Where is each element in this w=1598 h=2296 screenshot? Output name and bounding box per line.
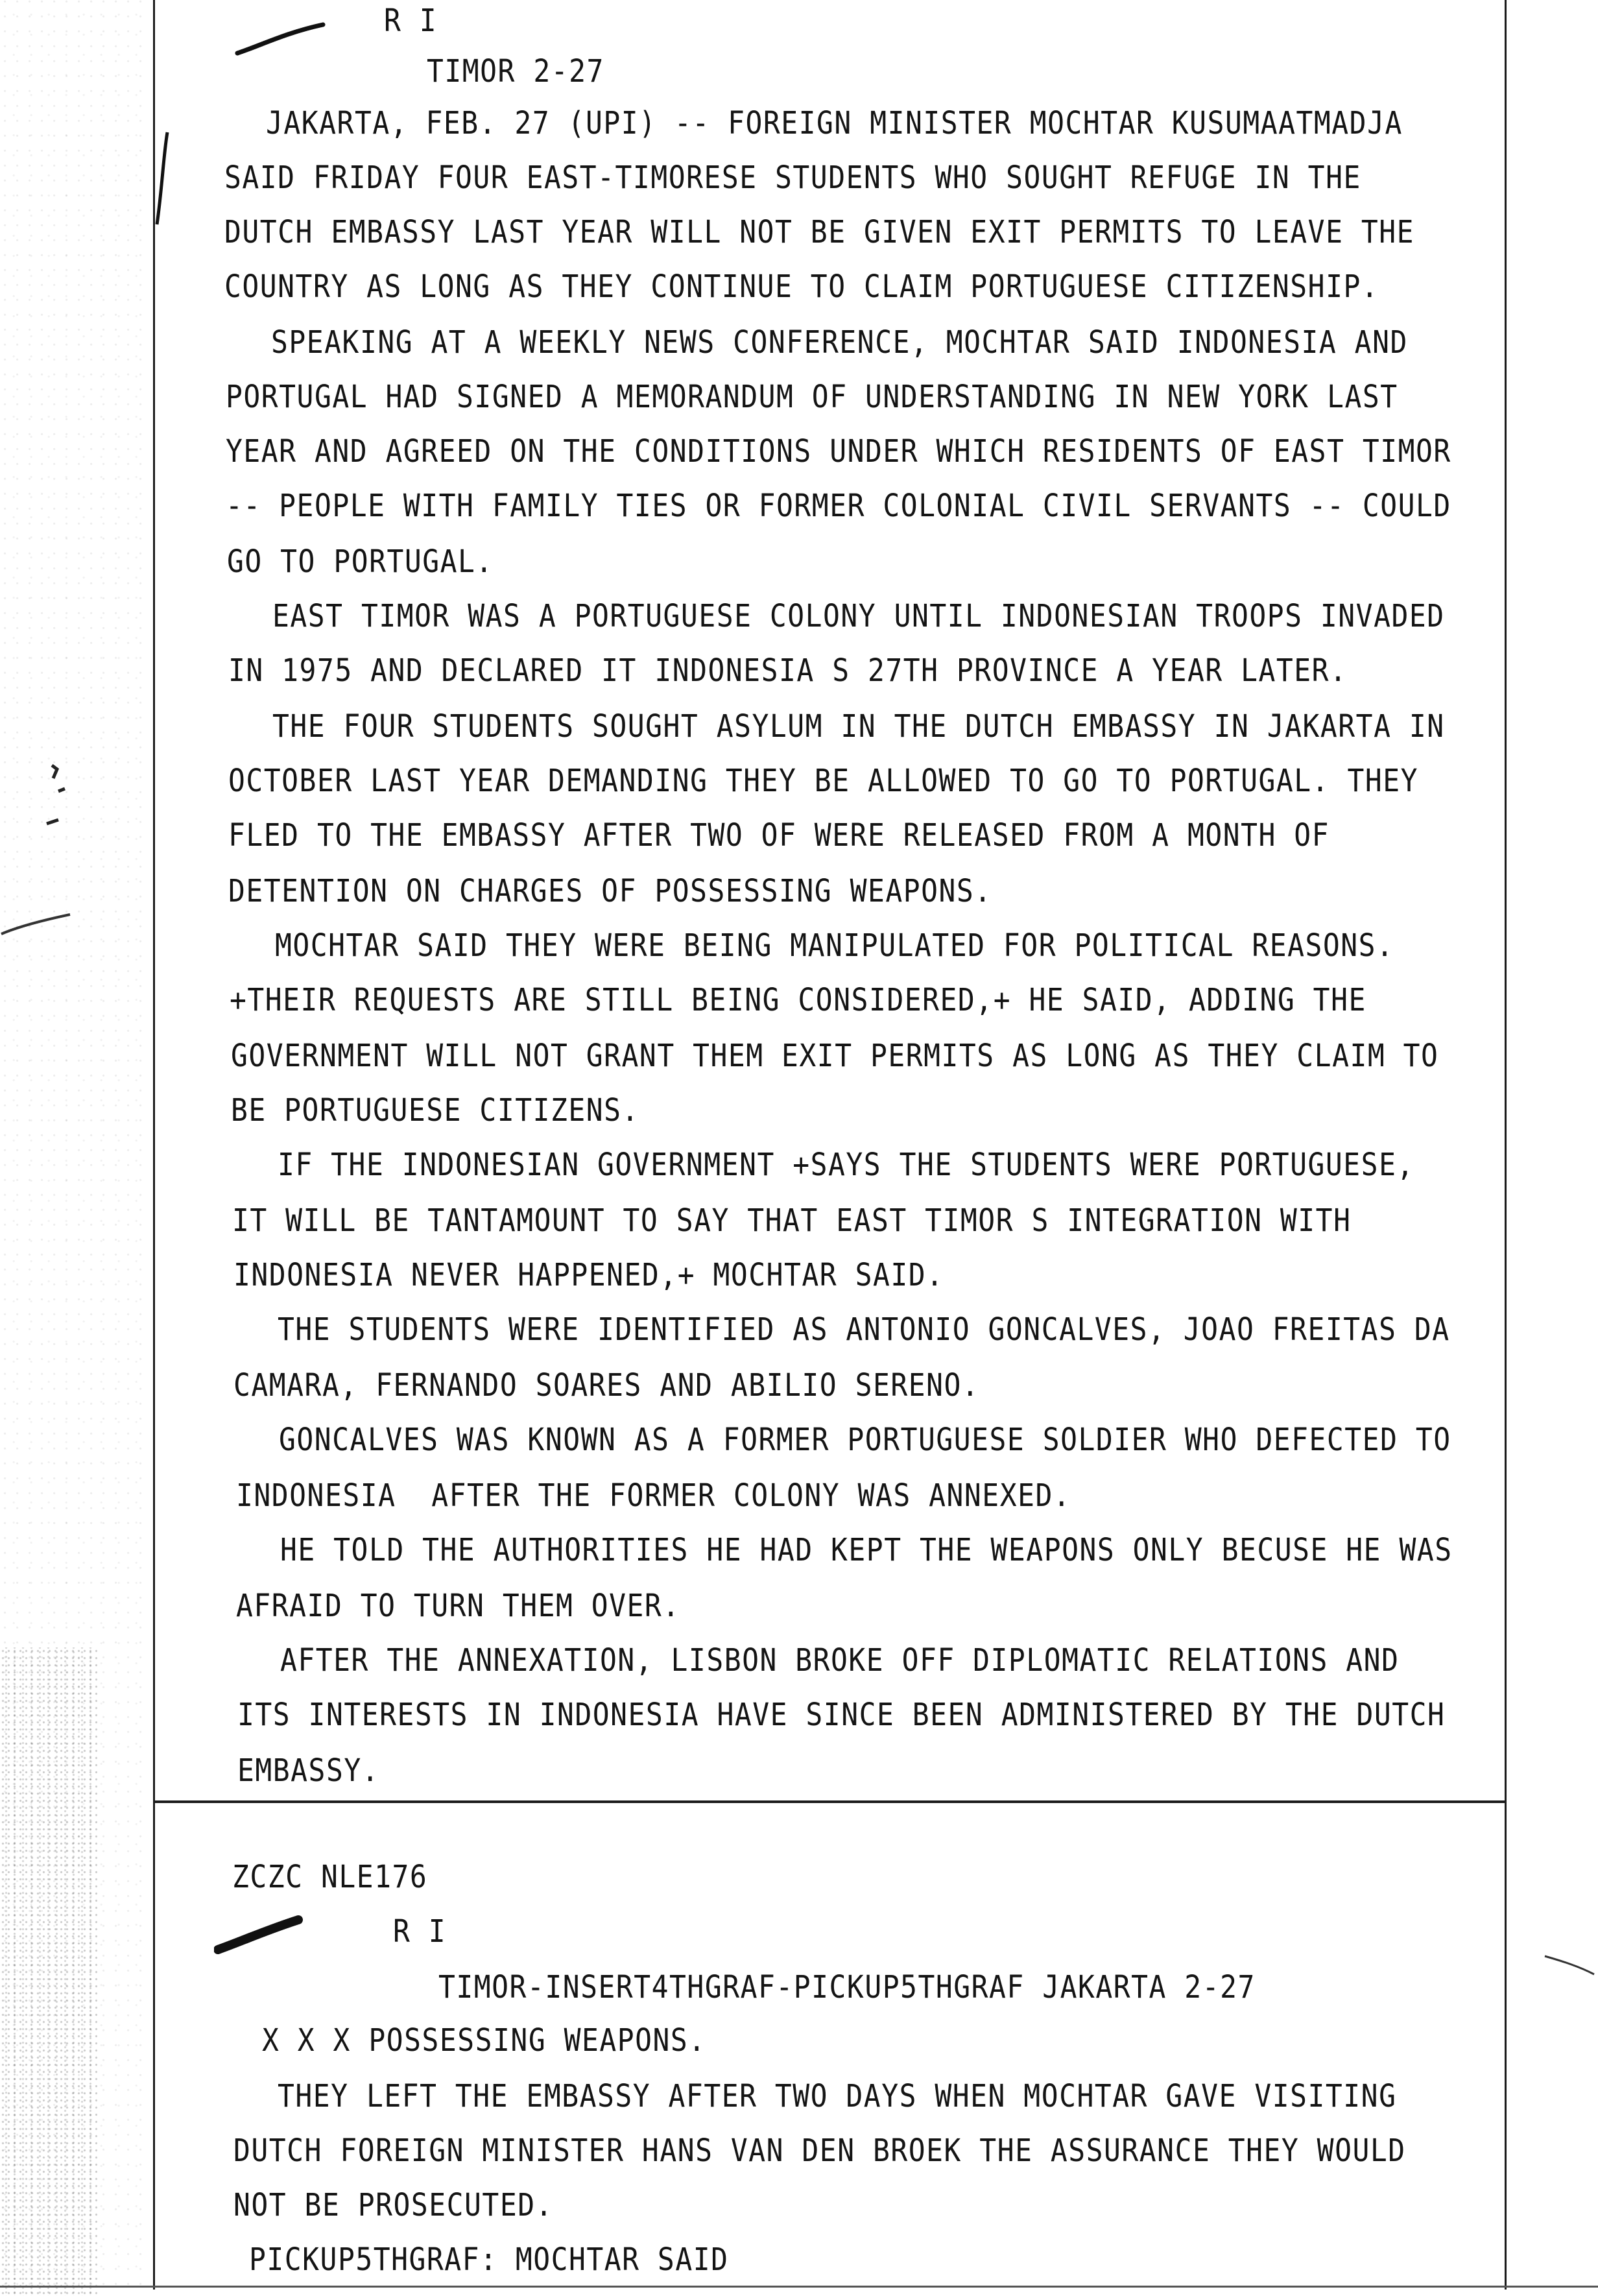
body-line: +THEIR REQUESTS ARE STILL BEING CONSIDERED,+ HE SAID, ADDING THE [230, 982, 1366, 1019]
body-line: -- PEOPLE WITH FAMILY TIES OR FORMER COLONIAL CIVIL SERVANTS -- COULD [226, 488, 1451, 525]
story-slug: TIMOR 2-27 [427, 53, 604, 90]
body-line: DETENTION ON CHARGES OF POSSESSING WEAPONS. [228, 873, 992, 910]
body-line: ITS INTERESTS IN INDONESIA HAVE SINCE BEEN ADMINISTERED BY THE DUTCH [237, 1697, 1446, 1734]
body-line: INDONESIA AFTER THE FORMER COLONY WAS ANNEXED. [236, 1477, 1071, 1514]
body-line: PORTUGAL HAD SIGNED A MEMORANDUM OF UNDERSTANDING IN NEW YORK LAST [226, 379, 1398, 416]
story-slug: TIMOR-INSERT4THGRAF-PICKUP5THGRAF JAKARTA 2-27 [438, 1969, 1256, 2006]
body-line: CAMARA, FERNANDO SOARES AND ABILIO SERENO. [233, 1367, 980, 1404]
body-line: COUNTRY AS LONG AS THEY CONTINUE TO CLAIM PORTUGUESE CITIZENSHIP. [224, 269, 1379, 305]
body-line: IN 1975 AND DECLARED IT INDONESIA S 27TH PROVINCE A YEAR LATER. [228, 652, 1348, 689]
body-line: EMBASSY. [237, 1752, 380, 1789]
story-divider-line [153, 1800, 1506, 1803]
transmission-header: ZCZC NLE176 [232, 1859, 428, 1896]
pen-check-mark-icon [235, 19, 326, 58]
margin-smudge-icon [39, 752, 84, 843]
body-line: X X X POSSESSING WEAPONS. [262, 2022, 706, 2059]
body-line: AFRAID TO TURN THEM OVER. [236, 1588, 680, 1625]
page-bottom-edge [0, 2286, 1598, 2288]
body-line: MOCHTAR SAID THEY WERE BEING MANIPULATED FOR POLITICAL REASONS. [275, 927, 1394, 964]
body-line: OCTOBER LAST YEAR DEMANDING THEY BE ALLOWED TO GO TO PORTUGAL. THEY [228, 763, 1419, 800]
body-line: BE PORTUGUESE CITIZENS. [231, 1092, 639, 1129]
left-border-line [153, 0, 155, 2290]
body-line: GO TO PORTUGAL. [227, 544, 494, 580]
body-line: DUTCH FOREIGN MINISTER HANS VAN DEN BROEK THE ASSURANCE THEY WOULD [233, 2133, 1406, 2170]
body-line: GOVERNMENT WILL NOT GRANT THEM EXIT PERMITS AS LONG AS THEY CLAIM TO [231, 1038, 1439, 1075]
routing-code: R I [384, 3, 438, 40]
body-line: THEY LEFT THE EMBASSY AFTER TWO DAYS WHEN MOCHTAR GAVE VISITING [278, 2078, 1397, 2115]
pen-check-mark-icon [214, 1911, 305, 1956]
routing-code: R I [393, 1913, 447, 1950]
right-border-line [1505, 0, 1507, 2290]
body-line: THE FOUR STUDENTS SOUGHT ASYLUM IN THE DUTCH EMBASSY IN JAKARTA IN [272, 708, 1445, 745]
body-line: FLED TO THE EMBASSY AFTER TWO OF WERE RELEASED FROM A MONTH OF [228, 817, 1330, 854]
body-line: SPEAKING AT A WEEKLY NEWS CONFERENCE, MOCHTAR SAID INDONESIA AND [271, 324, 1408, 361]
body-line: HE TOLD THE AUTHORITIES HE HAD KEPT THE WEAPONS ONLY BECUSE HE WAS [280, 1532, 1453, 1569]
margin-smudge-icon [0, 908, 71, 940]
body-line: NOT BE PROSECUTED. [233, 2187, 553, 2224]
body-line: THE STUDENTS WERE IDENTIFIED AS ANTONIO GONCALVES, JOAO FREITAS DA [278, 1311, 1450, 1348]
body-line: GONCALVES WAS KNOWN AS A FORMER PORTUGUESE SOLDIER WHO DEFECTED TO [279, 1422, 1451, 1459]
body-line: EAST TIMOR WAS A PORTUGUESE COLONY UNTIL INDONESIAN TROOPS INVADED [272, 598, 1445, 635]
body-line: INDONESIA NEVER HAPPENED,+ MOCHTAR SAID. [233, 1257, 944, 1294]
body-line: AFTER THE ANNEXATION, LISBON BROKE OFF DIPLOMATIC RELATIONS AND [280, 1642, 1400, 1679]
margin-smudge-icon [1544, 1952, 1595, 1978]
body-line: IT WILL BE TANTAMOUNT TO SAY THAT EAST TIMOR S INTEGRATION WITH [232, 1202, 1352, 1239]
body-line: DUTCH EMBASSY LAST YEAR WILL NOT BE GIVEN EXIT PERMITS TO LEAVE THE [224, 214, 1415, 251]
margin-bracket-mark-icon [153, 130, 173, 227]
body-line: JAKARTA, FEB. 27 (UPI) -- FOREIGN MINISTER MOCHTAR KUSUMAATMADJA [266, 105, 1403, 142]
body-line: PICKUP5THGRAF: MOCHTAR SAID [249, 2242, 729, 2278]
body-line: YEAR AND AGREED ON THE CONDITIONS UNDER WHICH RESIDENTS OF EAST TIMOR [226, 433, 1451, 470]
body-line: IF THE INDONESIAN GOVERNMENT +SAYS THE STUDENTS WERE PORTUGUESE, [278, 1147, 1414, 1184]
body-line: SAID FRIDAY FOUR EAST-TIMORESE STUDENTS WHO SOUGHT REFUGE IN THE [224, 160, 1361, 197]
scan-noise-lower-margin [0, 1647, 97, 2296]
